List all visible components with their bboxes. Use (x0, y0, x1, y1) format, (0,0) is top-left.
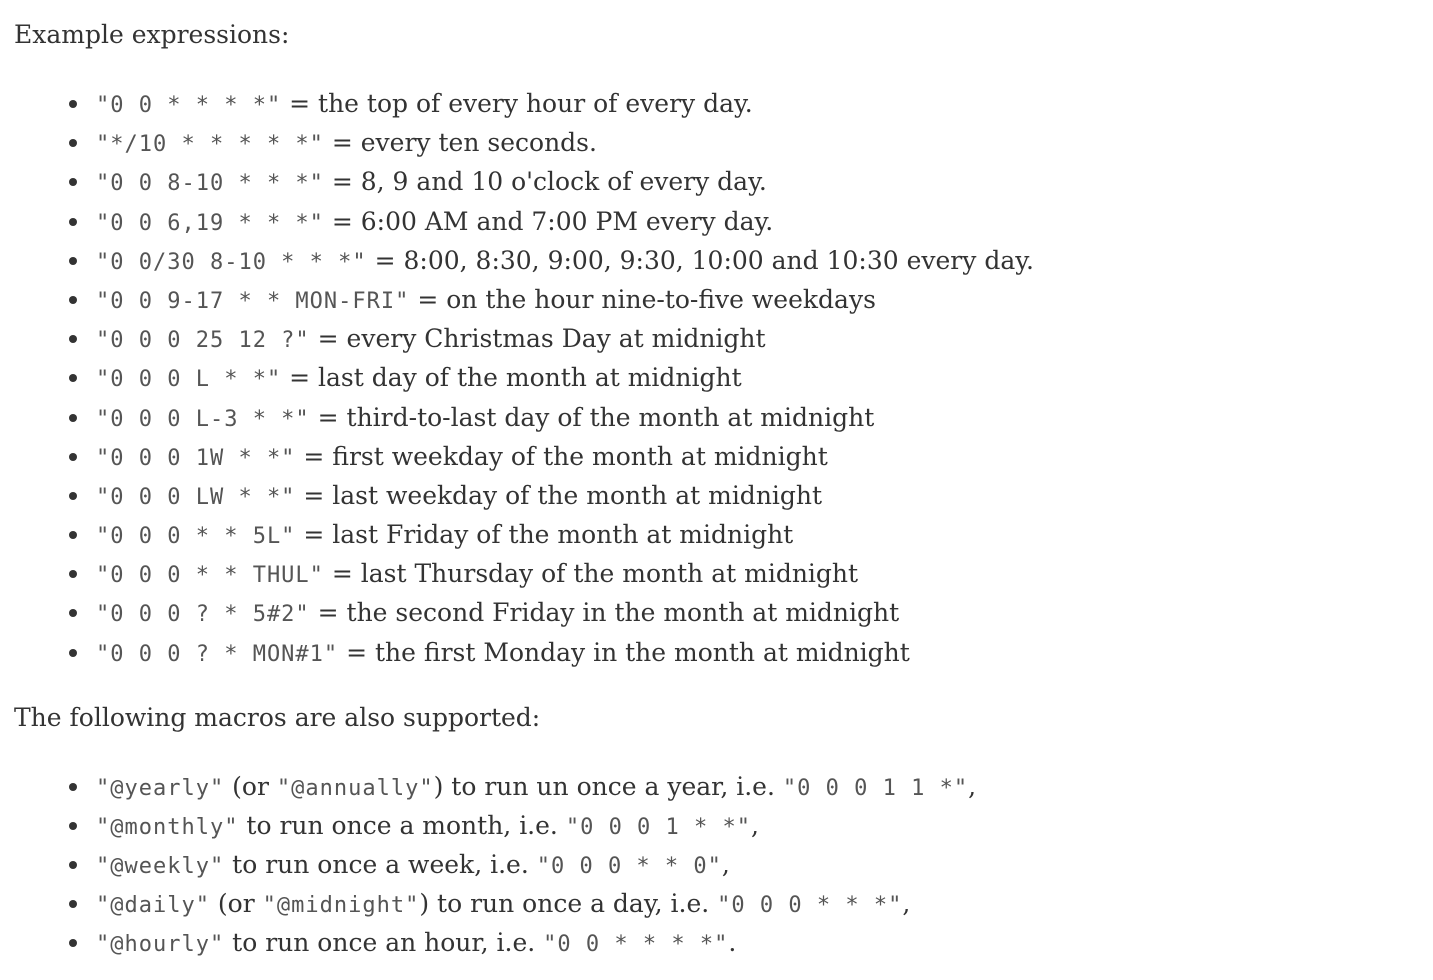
macro-name: "@weekly" (96, 854, 225, 879)
expression-description: = on the hour nine-to-five weekdays (409, 284, 876, 314)
list-item (96, 633, 1034, 672)
macro-text: to run once an hour, i.e. (224, 928, 544, 957)
list-item (96, 162, 1034, 201)
macro-text: , (968, 772, 977, 801)
expression-description: = 8, 9 and 10 o'clock of every day. (323, 167, 767, 197)
cron-expression: "0 0 8-10 * * *" (96, 171, 324, 197)
cron-expression: "0 0 * * * *" (543, 932, 729, 957)
expression-description: = 8:00, 8:30, 9:00, 9:30, 10:00 and 10:30 every day. (366, 245, 1034, 275)
macro-alias: "@midnight" (262, 893, 420, 918)
list-item (96, 84, 1034, 123)
cron-expression: "0 0 6,19 * * *" (96, 210, 324, 236)
list-item (96, 319, 1034, 358)
macro-text: . (728, 928, 737, 957)
macro-text: ) to run once a day, i.e. (419, 889, 718, 918)
expression-description: = last day of the month at midnight (281, 363, 742, 393)
cron-expression: "0 0 0 L-3 * *" (96, 406, 310, 432)
macro-text: , (751, 811, 759, 840)
cron-expression: "0 0 0 1 * *" (565, 815, 752, 840)
list-item (96, 280, 1034, 319)
cron-expression: "0 0 0 * * 5L" (96, 524, 296, 550)
cron-expression: "0 0 0 ? * MON#1" (96, 641, 339, 667)
list-item (96, 202, 1034, 241)
list-item (96, 593, 1034, 632)
list-item (96, 358, 1034, 397)
cron-expression: "0 0 0 * * THUL" (96, 563, 324, 589)
cron-expression: "0 0 0 * * 0" (536, 854, 722, 879)
expression-description: = first weekday of the month at midnight (295, 441, 828, 471)
expression-description: = the first Monday in the month at midnight (338, 637, 910, 667)
expression-description: = the top of every hour of every day. (281, 89, 753, 118)
list-item (96, 767, 976, 806)
macro-text: , (902, 889, 911, 918)
cron-expression: "0 0 0 L * *" (96, 367, 282, 393)
list-item (96, 554, 1034, 593)
examples-list (96, 84, 1034, 672)
list-item (96, 476, 1034, 515)
macro-text: to run once a month, i.e. (238, 811, 566, 840)
list-item (96, 437, 1034, 476)
cron-expression: "0 0 0 1 1 *" (782, 776, 969, 801)
macro-alias: "@annually" (276, 776, 434, 801)
expression-description: = third-to-last day of the month at midnight (309, 402, 875, 432)
macro-text: to run once a week, i.e. (224, 850, 537, 879)
cron-expression: "0 0 0 25 12 ?" (96, 328, 310, 354)
cron-expression: "0 0/30 8-10 * * *" (96, 249, 367, 275)
cron-expression: "0 0 0 1W * *" (96, 445, 296, 471)
cron-expression: "0 0 0 * * *" (717, 893, 903, 918)
list-item (96, 241, 1034, 280)
list-item (96, 515, 1034, 554)
list-item (96, 845, 976, 884)
macro-text: (or (224, 772, 277, 801)
expression-description: = last Friday of the month at midnight (295, 520, 794, 550)
cron-expression: "0 0 0 ? * 5#2" (96, 602, 310, 628)
examples-heading: Example expressions: (14, 20, 290, 49)
cron-expression: "0 0 9-17 * * MON-FRI" (96, 288, 410, 314)
macro-name: "@daily" (96, 893, 210, 918)
macros-list (96, 767, 976, 962)
cron-expression: "*/10 * * * * *" (96, 132, 324, 158)
macro-name: "@hourly" (96, 932, 225, 957)
macro-text: , (721, 850, 730, 879)
list-item (96, 398, 1034, 437)
cron-expression: "0 0 * * * *" (96, 93, 282, 118)
macros-heading: The following macros are also supported: (14, 703, 541, 732)
list-item (96, 884, 976, 923)
cron-expression: "0 0 0 LW * *" (96, 484, 296, 510)
list-item (96, 123, 1034, 162)
expression-description: = 6:00 AM and 7:00 PM every day. (323, 206, 774, 236)
list-item (96, 923, 976, 962)
list-item (96, 806, 976, 845)
macro-text: ) to run un once a year, i.e. (433, 772, 783, 801)
expression-description: = last Thursday of the month at midnight (323, 559, 859, 589)
expression-description: = last weekday of the month at midnight (295, 480, 823, 510)
macro-text: (or (209, 889, 263, 918)
expression-description: = every Christmas Day at midnight (309, 324, 766, 354)
macro-name: "@yearly" (96, 776, 225, 801)
macro-name: "@monthly" (96, 815, 239, 840)
expression-description: = the second Friday in the month at midnight (309, 598, 900, 628)
expression-description: = every ten seconds. (323, 128, 597, 158)
